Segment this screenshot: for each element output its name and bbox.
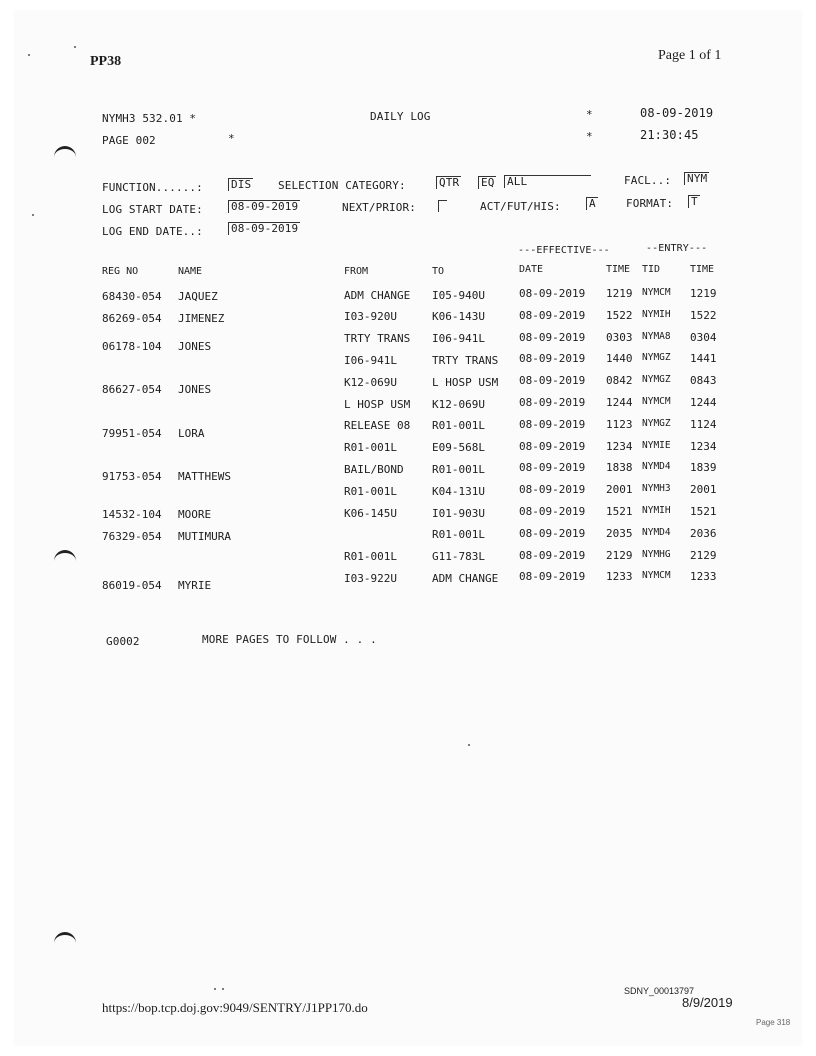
- entry-time-cell: 0304: [690, 330, 717, 344]
- screen-title: DAILY LOG: [370, 110, 431, 123]
- date-cell: 08-09-2019: [519, 548, 586, 562]
- from-cell: TRTY TRANS: [344, 332, 411, 346]
- time-cell: 2129: [606, 548, 633, 562]
- to-cell: E09-568L: [432, 441, 485, 455]
- star-marker: *: [586, 108, 593, 121]
- tid-cell: NYMGZ: [642, 352, 671, 364]
- facl-field[interactable]: NYM: [684, 172, 709, 185]
- from-cell: R01-001L: [344, 441, 397, 455]
- date-cell: 08-09-2019: [519, 417, 586, 431]
- screen-code: G0002: [106, 635, 140, 648]
- to-cell: I01-903U: [432, 506, 485, 520]
- name-cell: MOORE: [178, 508, 212, 521]
- scan-speck: [468, 744, 470, 746]
- tid-cell: NYMD4: [642, 461, 671, 473]
- entry-time-cell: 1124: [690, 417, 717, 431]
- entry-time-cell: 2036: [690, 526, 717, 540]
- time-cell: 1838: [606, 461, 633, 475]
- to-cell: L HOSP USM: [432, 375, 499, 389]
- next-prior-label: NEXT/PRIOR:: [342, 201, 416, 214]
- time-cell: 1521: [606, 505, 633, 518]
- tid-cell: NYMH3: [642, 483, 671, 495]
- date-cell: 08-09-2019: [519, 570, 586, 584]
- page-number: Page 318: [756, 1018, 791, 1027]
- entry-time-cell: 1234: [690, 439, 717, 453]
- to-cell: K06-143U: [432, 310, 485, 324]
- entry-time-cell: 2129: [690, 548, 717, 562]
- screen-time: 21:30:45: [640, 128, 699, 142]
- document-page: [14, 10, 802, 1046]
- name-cell: MYRIE: [178, 579, 212, 593]
- from-cell: R01-001L: [344, 550, 397, 564]
- from-cell: I06-941L: [344, 353, 397, 367]
- reg-no-cell: 79951-054: [102, 426, 162, 440]
- time-cell: 1244: [606, 396, 633, 409]
- effective-group-header: ---EFFECTIVE---: [518, 245, 610, 256]
- entry-time-cell: 1522: [690, 308, 717, 322]
- name-cell: JIMENEZ: [178, 311, 225, 325]
- format-label: FORMAT:: [626, 197, 674, 210]
- time-cell: 2001: [606, 483, 633, 497]
- bates-number: SDNY_00013797: [624, 986, 695, 996]
- page-of-label: Page 1 of 1: [658, 48, 722, 63]
- name-cell: JONES: [178, 383, 212, 397]
- reg-no-cell: 86019-054: [102, 579, 162, 593]
- tid-cell: NYMGZ: [642, 374, 671, 386]
- from-cell: BAIL/BOND: [344, 462, 404, 476]
- function-label: FUNCTION......:: [102, 181, 203, 194]
- from-cell: ADM CHANGE: [344, 288, 411, 302]
- date-cell: 08-09-2019: [519, 526, 586, 540]
- date-cell: 08-09-2019: [519, 505, 586, 518]
- date-cell: 08-09-2019: [519, 396, 586, 409]
- to-cell: I06-941L: [432, 332, 485, 346]
- name-cell: LORA: [178, 426, 205, 440]
- from-cell: RELEASE 08: [344, 419, 411, 433]
- next-prior-field[interactable]: [438, 200, 447, 212]
- column-header: REG NO: [102, 266, 139, 277]
- star-marker: *: [228, 132, 235, 145]
- tid-cell: NYMCM: [642, 396, 671, 407]
- date-cell: 08-09-2019: [519, 439, 586, 453]
- column-header: TIME: [690, 264, 715, 275]
- tid-cell: NYMHG: [642, 548, 671, 560]
- tid-cell: NYMCM: [642, 287, 671, 298]
- reg-no-cell: 91753-054: [102, 470, 162, 484]
- to-cell: G11-783L: [432, 550, 485, 564]
- date-cell: 08-09-2019: [519, 461, 586, 475]
- to-cell: I05-940U: [432, 288, 485, 302]
- entry-time-cell: 1839: [690, 461, 717, 475]
- reg-no-cell: 14532-104: [102, 508, 162, 521]
- log-end-date-label: LOG END DATE..:: [102, 225, 203, 238]
- time-cell: 0303: [606, 330, 633, 344]
- tid-cell: NYMCM: [642, 570, 671, 582]
- from-cell: R01-001L: [344, 484, 397, 498]
- column-header: DATE: [519, 264, 544, 275]
- to-cell: R01-001L: [432, 419, 485, 433]
- tid-cell: NYMIH: [642, 308, 671, 320]
- entry-group-header: --ENTRY---: [646, 243, 708, 254]
- tid-cell: NYMIH: [642, 505, 671, 516]
- from-cell: L HOSP USM: [344, 397, 411, 411]
- scan-speck: [32, 214, 34, 216]
- to-cell: K04-131U: [432, 484, 485, 498]
- name-cell: JAQUEZ: [178, 290, 218, 303]
- from-cell: I03-922U: [344, 571, 397, 585]
- reg-no-cell: 68430-054: [102, 290, 162, 303]
- format-field[interactable]: T: [688, 195, 700, 208]
- facl-label: FACL..:: [624, 174, 672, 187]
- punch-hole-mark: [54, 932, 76, 943]
- name-cell: MUTIMURA: [178, 529, 231, 543]
- entry-time-cell: 1521: [690, 505, 717, 518]
- source-url: https://bop.tcp.doj.gov:9049/SENTRY/J1PP170.do: [102, 1000, 368, 1015]
- scan-speck: [28, 54, 30, 56]
- tid-cell: NYMD4: [642, 526, 671, 538]
- print-date: 8/9/2019: [682, 995, 733, 1010]
- system-id: NYMH3 532.01 *: [102, 112, 197, 125]
- reg-no-cell: 86269-054: [102, 311, 162, 325]
- entry-time-cell: 1244: [690, 396, 717, 409]
- tid-cell: NYMGZ: [642, 417, 671, 429]
- all-field[interactable]: ALL: [504, 175, 591, 188]
- to-cell: R01-001L: [432, 462, 485, 476]
- entry-time-cell: 1441: [690, 352, 717, 366]
- log-start-date-field[interactable]: 08-09-2019: [228, 200, 300, 213]
- time-cell: 0842: [606, 374, 633, 388]
- eq-field[interactable]: EQ: [478, 176, 496, 189]
- act-fut-his-field[interactable]: A: [586, 197, 598, 210]
- tid-cell: NYMIE: [642, 439, 671, 451]
- column-header: TID: [642, 264, 661, 275]
- selection-category-label: SELECTION CATEGORY:: [278, 179, 406, 192]
- scan-speck: [222, 988, 224, 990]
- scan-speck: [214, 988, 216, 990]
- date-cell: 08-09-2019: [519, 330, 586, 344]
- column-header: TO: [432, 266, 445, 277]
- from-cell: K06-145U: [344, 506, 397, 520]
- screen-date: 08-09-2019: [640, 106, 714, 120]
- to-cell: ADM CHANGE: [432, 571, 499, 585]
- to-cell: R01-001L: [432, 528, 485, 542]
- page-label: PAGE 002: [102, 134, 156, 147]
- time-cell: 1123: [606, 417, 633, 431]
- doc-code: PP38: [90, 54, 122, 69]
- date-cell: 08-09-2019: [519, 483, 586, 497]
- scan-speck: [74, 46, 76, 48]
- entry-time-cell: 1233: [690, 570, 717, 584]
- more-pages-message: MORE PAGES TO FOLLOW . . .: [202, 633, 377, 646]
- reg-no-cell: 76329-054: [102, 529, 162, 543]
- star-marker: *: [586, 130, 593, 143]
- from-cell: K12-069U: [344, 375, 397, 389]
- selection-category-field[interactable]: QTR: [436, 176, 461, 189]
- date-cell: 08-09-2019: [519, 374, 586, 388]
- column-header: FROM: [344, 266, 369, 277]
- punch-hole-mark: [54, 146, 76, 157]
- punch-hole-mark: [54, 550, 76, 561]
- tid-cell: NYMA8: [642, 330, 671, 342]
- date-cell: 08-09-2019: [519, 287, 586, 300]
- log-start-date-label: LOG START DATE:: [102, 203, 203, 216]
- column-header: NAME: [178, 266, 203, 277]
- act-fut-his-label: ACT/FUT/HIS:: [480, 200, 561, 213]
- date-cell: 08-09-2019: [519, 352, 586, 366]
- to-cell: TRTY TRANS: [432, 353, 499, 367]
- entry-time-cell: 2001: [690, 483, 717, 497]
- from-cell: I03-920U: [344, 310, 397, 324]
- reg-no-cell: 86627-054: [102, 383, 162, 397]
- to-cell: K12-069U: [432, 397, 485, 411]
- time-cell: 1522: [606, 308, 633, 322]
- entry-time-cell: 1219: [690, 287, 717, 300]
- log-end-date-field[interactable]: 08-09-2019: [228, 222, 300, 235]
- column-header: TIME: [606, 264, 631, 275]
- time-cell: 1233: [606, 570, 633, 584]
- entry-time-cell: 0843: [690, 374, 717, 388]
- time-cell: 1219: [606, 287, 633, 300]
- function-field[interactable]: DIS: [228, 178, 253, 191]
- time-cell: 2035: [606, 526, 633, 540]
- time-cell: 1234: [606, 439, 633, 453]
- name-cell: MATTHEWS: [178, 470, 231, 484]
- date-cell: 08-09-2019: [519, 308, 586, 322]
- time-cell: 1440: [606, 352, 633, 366]
- reg-no-cell: 06178-104: [102, 339, 162, 353]
- name-cell: JONES: [178, 339, 212, 353]
